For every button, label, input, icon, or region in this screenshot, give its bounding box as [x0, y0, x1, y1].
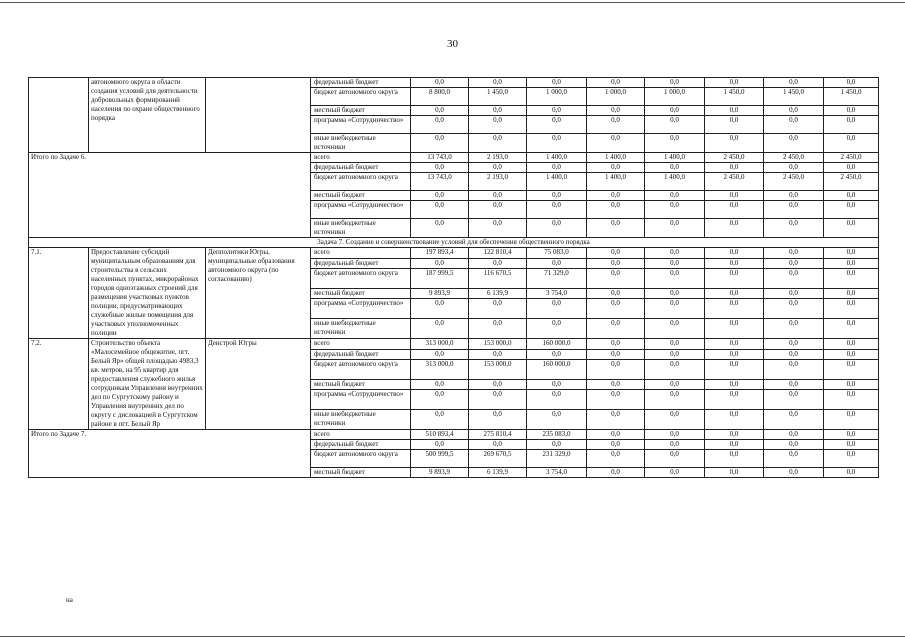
amount-cell: 0,0: [645, 349, 705, 360]
amount-cell: 0,0: [527, 299, 587, 318]
amount-cell: 0,0: [587, 349, 645, 360]
amount-cell: 3 754,0: [527, 288, 587, 299]
amount-cell: 0,0: [587, 468, 645, 478]
page-number: 30: [447, 38, 458, 50]
total-row: [29, 153, 879, 163]
amount-cell: 0,0: [705, 299, 764, 318]
amount-cell: 0,0: [705, 78, 764, 88]
amount-cell: 0,0: [645, 191, 705, 201]
amount-cell: 0,0: [527, 106, 587, 116]
funding-source: программа «Сотрудничество»: [311, 390, 411, 409]
amount-cell: 0,0: [824, 269, 879, 288]
amount-cell: 275 810,4: [469, 430, 527, 440]
amount-cell: 0,0: [645, 318, 705, 338]
amount-cell: 1 400,0: [527, 173, 587, 191]
amount-cell: 0,0: [824, 430, 879, 440]
funding-source: иные внебюджетные источники: [311, 318, 411, 338]
amount-cell: 2 450,0: [824, 173, 879, 191]
amount-cell: 153 000,0: [469, 360, 527, 379]
table-row: [29, 248, 879, 259]
amount-cell: 0,0: [824, 201, 879, 219]
amount-cell: 0,0: [824, 248, 879, 259]
funding-source: иные внебюджетные источники: [311, 409, 411, 429]
amount-cell: 0,0: [587, 339, 645, 350]
amount-cell: 0,0: [824, 468, 879, 478]
funding-source: местный бюджет: [311, 379, 411, 390]
funding-source: всего: [311, 248, 411, 259]
amount-cell: 0,0: [764, 390, 824, 409]
amount-cell: 0,0: [587, 409, 645, 429]
total-label: Итого по Задаче 6.: [29, 153, 311, 238]
total-row: [29, 430, 879, 440]
amount-cell: 0,0: [645, 116, 705, 134]
amount-cell: 160 000,0: [527, 360, 587, 379]
amount-cell: 0,0: [645, 78, 705, 88]
amount-cell: 0,0: [587, 390, 645, 409]
funding-source: иные внебюджетные источники: [311, 219, 411, 238]
amount-cell: 0,0: [764, 248, 824, 259]
amount-cell: 0,0: [645, 134, 705, 153]
amount-cell: 1 000,0: [527, 88, 587, 106]
item-number: [29, 78, 89, 153]
amount-cell: 0,0: [764, 339, 824, 350]
amount-cell: 0,0: [527, 349, 587, 360]
amount-cell: 231 329,0: [527, 450, 587, 468]
amount-cell: 0,0: [764, 440, 824, 450]
amount-cell: 0,0: [411, 78, 469, 88]
funding-source: программа «Сотрудничество»: [311, 201, 411, 219]
amount-cell: 0,0: [411, 163, 469, 173]
task-heading-row: [29, 238, 879, 248]
amount-cell: 0,0: [469, 201, 527, 219]
amount-cell: 2 450,0: [705, 173, 764, 191]
amount-cell: 1 400,0: [587, 173, 645, 191]
amount-cell: 0,0: [527, 134, 587, 153]
funding-source: местный бюджет: [311, 106, 411, 116]
amount-cell: 0,0: [824, 318, 879, 338]
amount-cell: 0,0: [469, 440, 527, 450]
amount-cell: 0,0: [764, 134, 824, 153]
funding-table: [28, 77, 879, 478]
amount-cell: 0,0: [411, 318, 469, 338]
amount-cell: 197 893,4: [411, 248, 469, 259]
item-name: Строительство объекта «Малосемейное общежитие, пгт. Белый Яр» общей площадью 4983,3 кв. метров, на 95 квартир для предоставления служебного жилья сотрудникам Управления внутренних дел по Сургутскому району и Управления внутренних дел по округу с дислокацией в Сургутском районе в пгт. Белый Яр: [89, 339, 206, 430]
amount-cell: 0,0: [469, 78, 527, 88]
amount-cell: 0,0: [587, 379, 645, 390]
amount-cell: 0,0: [824, 134, 879, 153]
amount-cell: 0,0: [705, 269, 764, 288]
amount-cell: 0,0: [587, 430, 645, 440]
amount-cell: 1 400,0: [527, 153, 587, 163]
amount-cell: 0,0: [705, 349, 764, 360]
amount-cell: 9 893,9: [411, 288, 469, 299]
amount-cell: 235 083,0: [527, 430, 587, 440]
amount-cell: 0,0: [587, 116, 645, 134]
item-number: 7.2.: [29, 339, 89, 430]
amount-cell: 0,0: [527, 440, 587, 450]
amount-cell: 116 670,5: [469, 269, 527, 288]
amount-cell: 0,0: [527, 201, 587, 219]
amount-cell: 0,0: [705, 450, 764, 468]
amount-cell: 0,0: [705, 219, 764, 238]
amount-cell: 0,0: [705, 390, 764, 409]
amount-cell: 1 400,0: [587, 153, 645, 163]
amount-cell: 1 450,0: [705, 88, 764, 106]
amount-cell: 0,0: [705, 440, 764, 450]
amount-cell: 0,0: [764, 201, 824, 219]
amount-cell: 0,0: [764, 349, 824, 360]
amount-cell: 0,0: [705, 339, 764, 350]
amount-cell: 0,0: [764, 191, 824, 201]
amount-cell: 0,0: [587, 288, 645, 299]
amount-cell: 0,0: [764, 468, 824, 478]
amount-cell: 0,0: [824, 360, 879, 379]
amount-cell: 0,0: [411, 409, 469, 429]
amount-cell: 0,0: [764, 258, 824, 269]
amount-cell: 0,0: [645, 379, 705, 390]
amount-cell: 0,0: [587, 299, 645, 318]
amount-cell: 313 000,0: [411, 339, 469, 350]
amount-cell: 13 743,0: [411, 153, 469, 163]
amount-cell: 0,0: [824, 450, 879, 468]
amount-cell: 6 139,9: [469, 288, 527, 299]
amount-cell: 0,0: [824, 78, 879, 88]
amount-cell: 71 329,0: [527, 269, 587, 288]
amount-cell: 0,0: [469, 318, 527, 338]
amount-cell: 0,0: [411, 106, 469, 116]
amount-cell: 0,0: [705, 468, 764, 478]
funding-source: всего: [311, 153, 411, 163]
amount-cell: 0,0: [527, 390, 587, 409]
amount-cell: 0,0: [764, 379, 824, 390]
amount-cell: 0,0: [764, 299, 824, 318]
funding-source: федеральный бюджет: [311, 258, 411, 269]
scan-edge-bottom: [0, 636, 905, 637]
funding-source: бюджет автономного округа: [311, 173, 411, 191]
amount-cell: 0,0: [587, 258, 645, 269]
amount-cell: 0,0: [411, 349, 469, 360]
funding-source: федеральный бюджет: [311, 440, 411, 450]
amount-cell: 0,0: [705, 248, 764, 259]
amount-cell: 0,0: [411, 440, 469, 450]
amount-cell: 0,0: [587, 163, 645, 173]
amount-cell: 2 450,0: [764, 173, 824, 191]
item-name: Предоставление субсидий муниципальным образованиям для строительства в сельских населенных пунктах, микрорайонах городов одноэтажных строений для размещения участковых пунктов полиции, предусматривающих служебные жилые помещения для участковых уполномоченных полиции: [89, 248, 206, 339]
amount-cell: 0,0: [764, 269, 824, 288]
funding-source: всего: [311, 339, 411, 350]
amount-cell: 0,0: [587, 360, 645, 379]
amount-cell: 0,0: [469, 379, 527, 390]
funding-source: программа «Сотрудничество»: [311, 299, 411, 318]
amount-cell: 0,0: [764, 318, 824, 338]
amount-cell: 0,0: [824, 299, 879, 318]
amount-cell: 0,0: [469, 258, 527, 269]
funding-source: федеральный бюджет: [311, 163, 411, 173]
page-footer: на: [66, 596, 73, 604]
item-executor: Депполитики Югры, муниципальные образования автономного округа (по согласованию): [206, 248, 311, 339]
amount-cell: 0,0: [705, 430, 764, 440]
amount-cell: 2 450,0: [824, 153, 879, 163]
amount-cell: 0,0: [705, 288, 764, 299]
table-body: [29, 78, 879, 478]
amount-cell: 0,0: [824, 409, 879, 429]
funding-source: программа «Сотрудничество»: [311, 116, 411, 134]
amount-cell: 0,0: [764, 116, 824, 134]
amount-cell: 3 754,0: [527, 468, 587, 478]
table-row: [29, 339, 879, 350]
item-number: 7.1.: [29, 248, 89, 339]
amount-cell: 1 400,0: [645, 173, 705, 191]
amount-cell: 0,0: [469, 299, 527, 318]
amount-cell: 0,0: [411, 390, 469, 409]
amount-cell: 0,0: [469, 349, 527, 360]
amount-cell: 1 000,0: [645, 88, 705, 106]
amount-cell: 0,0: [645, 258, 705, 269]
amount-cell: 0,0: [587, 450, 645, 468]
funding-source: федеральный бюджет: [311, 78, 411, 88]
amount-cell: 0,0: [587, 318, 645, 338]
amount-cell: 313 000,0: [411, 360, 469, 379]
amount-cell: 0,0: [705, 116, 764, 134]
amount-cell: 0,0: [645, 269, 705, 288]
amount-cell: 0,0: [645, 468, 705, 478]
amount-cell: 0,0: [764, 360, 824, 379]
funding-source: бюджет автономного округа: [311, 269, 411, 288]
amount-cell: 187 999,5: [411, 269, 469, 288]
amount-cell: 0,0: [411, 191, 469, 201]
amount-cell: 0,0: [705, 258, 764, 269]
amount-cell: 0,0: [705, 360, 764, 379]
amount-cell: 0,0: [587, 201, 645, 219]
funding-source: бюджет автономного округа: [311, 450, 411, 468]
amount-cell: 0,0: [764, 450, 824, 468]
funding-source: федеральный бюджет: [311, 349, 411, 360]
amount-cell: 0,0: [645, 390, 705, 409]
amount-cell: 0,0: [705, 379, 764, 390]
amount-cell: 0,0: [645, 288, 705, 299]
amount-cell: 0,0: [705, 106, 764, 116]
amount-cell: 0,0: [469, 191, 527, 201]
amount-cell: 0,0: [469, 116, 527, 134]
amount-cell: 0,0: [824, 390, 879, 409]
amount-cell: 0,0: [705, 201, 764, 219]
amount-cell: 0,0: [645, 106, 705, 116]
amount-cell: 0,0: [587, 248, 645, 259]
amount-cell: 0,0: [645, 339, 705, 350]
amount-cell: 0,0: [469, 409, 527, 429]
amount-cell: 0,0: [587, 134, 645, 153]
amount-cell: 0,0: [469, 106, 527, 116]
amount-cell: 0,0: [764, 219, 824, 238]
amount-cell: 13 743,0: [411, 173, 469, 191]
amount-cell: 0,0: [469, 134, 527, 153]
amount-cell: 0,0: [824, 258, 879, 269]
amount-cell: 9 893,9: [411, 468, 469, 478]
amount-cell: 6 139,9: [469, 468, 527, 478]
amount-cell: 0,0: [764, 106, 824, 116]
amount-cell: 0,0: [705, 409, 764, 429]
amount-cell: 0,0: [469, 390, 527, 409]
amount-cell: 0,0: [824, 163, 879, 173]
amount-cell: 0,0: [645, 360, 705, 379]
amount-cell: 0,0: [824, 106, 879, 116]
amount-cell: 0,0: [411, 379, 469, 390]
amount-cell: 0,0: [645, 299, 705, 318]
amount-cell: 8 800,0: [411, 88, 469, 106]
amount-cell: 0,0: [411, 134, 469, 153]
scan-edge-top: [0, 2, 905, 3]
amount-cell: 0,0: [645, 163, 705, 173]
amount-cell: 0,0: [764, 78, 824, 88]
item-executor: Дeнстрой Югры: [206, 339, 311, 430]
amount-cell: 0,0: [645, 248, 705, 259]
amount-cell: 75 083,0: [527, 248, 587, 259]
total-label: Итого по Задаче 7.: [29, 430, 311, 478]
amount-cell: 0,0: [411, 258, 469, 269]
amount-cell: 0,0: [824, 379, 879, 390]
funding-source: местный бюджет: [311, 288, 411, 299]
amount-cell: 0,0: [764, 288, 824, 299]
amount-cell: 2 450,0: [705, 153, 764, 163]
amount-cell: 1 000,0: [587, 88, 645, 106]
amount-cell: 0,0: [705, 191, 764, 201]
amount-cell: 0,0: [824, 116, 879, 134]
amount-cell: 0,0: [705, 134, 764, 153]
amount-cell: 122 810,4: [469, 248, 527, 259]
amount-cell: 0,0: [824, 339, 879, 350]
amount-cell: 0,0: [411, 299, 469, 318]
amount-cell: 269 670,5: [469, 450, 527, 468]
amount-cell: 0,0: [764, 409, 824, 429]
amount-cell: 0,0: [587, 191, 645, 201]
amount-cell: 1 450,0: [824, 88, 879, 106]
amount-cell: 0,0: [824, 288, 879, 299]
table-row: [29, 78, 879, 88]
amount-cell: 0,0: [527, 409, 587, 429]
amount-cell: 0,0: [645, 450, 705, 468]
amount-cell: 0,0: [824, 349, 879, 360]
amount-cell: 0,0: [587, 440, 645, 450]
item-name: автономного округа в области создания условий для деятельности добровольных формирований населения по охране общественного порядка: [89, 78, 206, 153]
amount-cell: 0,0: [527, 258, 587, 269]
amount-cell: 500 999,5: [411, 450, 469, 468]
amount-cell: 1 450,0: [469, 88, 527, 106]
amount-cell: 0,0: [469, 219, 527, 238]
funding-source: местный бюджет: [311, 191, 411, 201]
amount-cell: 0,0: [469, 163, 527, 173]
amount-cell: 1 450,0: [764, 88, 824, 106]
amount-cell: 0,0: [764, 163, 824, 173]
amount-cell: 0,0: [527, 78, 587, 88]
amount-cell: 160 000,0: [527, 339, 587, 350]
item-executor: [206, 78, 311, 153]
amount-cell: 0,0: [587, 78, 645, 88]
amount-cell: 510 893,4: [411, 430, 469, 440]
amount-cell: 0,0: [824, 191, 879, 201]
amount-cell: 0,0: [411, 116, 469, 134]
amount-cell: 0,0: [527, 379, 587, 390]
amount-cell: 0,0: [824, 440, 879, 450]
amount-cell: 2 450,0: [764, 153, 824, 163]
amount-cell: 0,0: [705, 163, 764, 173]
amount-cell: 0,0: [705, 318, 764, 338]
amount-cell: 0,0: [645, 201, 705, 219]
funding-source: местный бюджет: [311, 468, 411, 478]
funding-source: бюджет автономного округа: [311, 88, 411, 106]
amount-cell: 1 400,0: [645, 153, 705, 163]
amount-cell: 0,0: [645, 219, 705, 238]
amount-cell: 0,0: [587, 106, 645, 116]
amount-cell: 0,0: [411, 219, 469, 238]
amount-cell: 0,0: [764, 430, 824, 440]
amount-cell: 0,0: [824, 219, 879, 238]
funding-source: бюджет автономного округа: [311, 360, 411, 379]
amount-cell: 0,0: [645, 430, 705, 440]
amount-cell: 2 193,0: [469, 173, 527, 191]
amount-cell: 0,0: [645, 440, 705, 450]
funding-source: иные внебюджетные источники: [311, 134, 411, 153]
amount-cell: 0,0: [527, 116, 587, 134]
amount-cell: 2 193,0: [469, 153, 527, 163]
amount-cell: 153 000,0: [469, 339, 527, 350]
amount-cell: 0,0: [587, 219, 645, 238]
amount-cell: 0,0: [527, 318, 587, 338]
amount-cell: 0,0: [527, 191, 587, 201]
task-heading: Задача 7. Создание и совершенствование условий для обеспечения общественного порядка: [29, 238, 879, 248]
amount-cell: 0,0: [411, 201, 469, 219]
amount-cell: 0,0: [527, 163, 587, 173]
funding-source: всего: [311, 430, 411, 440]
amount-cell: 0,0: [645, 409, 705, 429]
amount-cell: 0,0: [527, 219, 587, 238]
amount-cell: 0,0: [587, 269, 645, 288]
